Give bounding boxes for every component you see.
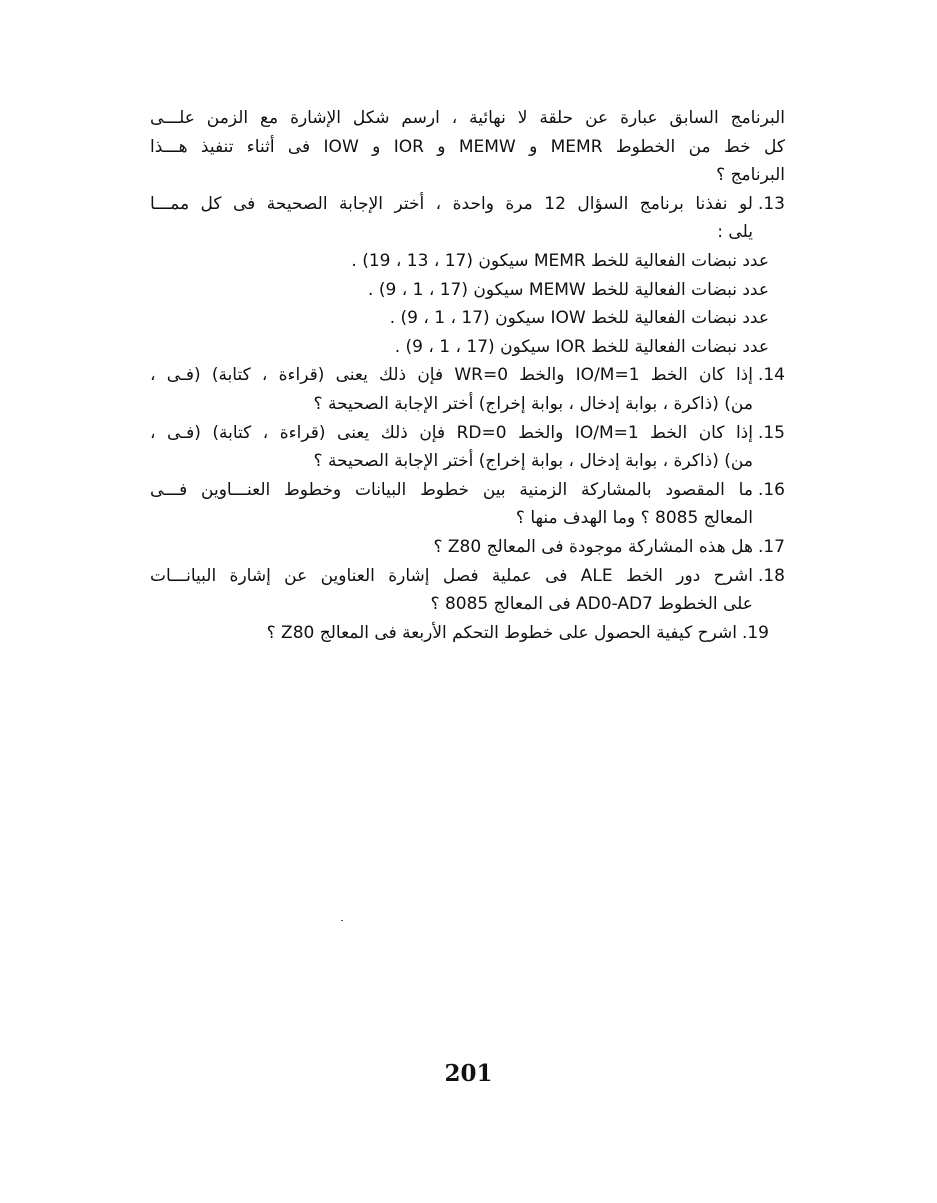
question-text-line-1: اشرح كيفية الحصول على خطوط التحكم الأربعة فى المعالج Z80 ؟	[266, 622, 737, 643]
intro-paragraph	[150, 104, 785, 190]
question-text-line-2: من) (ذاكرة ، بوابة إدخال ، بوابة إخراج) أختر الإجابة الصحيحة ؟	[313, 393, 753, 414]
question-13	[150, 190, 785, 247]
question-number: 18.	[757, 565, 785, 586]
question-number: 15.	[757, 422, 785, 443]
question-number: 14.	[757, 365, 785, 386]
question-text-line-2: المعالج 8085 ؟ وما الهدف منها ؟	[515, 508, 753, 529]
intro-line-1: البرنامج السابق عبارة عن حلقة لا نهائية ، ارسم شكل الإشارة مع الزمن علـــى	[150, 108, 785, 128]
question-text-line-1: هل هذه المشاركة موجودة فى المعالج Z80 ؟	[433, 536, 753, 557]
question-14	[150, 361, 785, 418]
choice-ior: عدد نبضات الفعالية للخط IOR سيكون (17 ، 1 ، 9) .	[394, 336, 769, 357]
question-text-line-1: إذا كان الخط IO/M=1 والخط WR=0 فإن ذلك يعنى (قراءة ، كتابة) (فـى ،	[150, 365, 753, 386]
scan-speck	[341, 920, 343, 921]
question-number: 19.	[741, 622, 769, 643]
question-19	[150, 619, 785, 648]
question-16	[150, 476, 785, 533]
question-text-line-2: يلى :	[717, 222, 753, 243]
intro-line-3: البرنامج ؟	[716, 165, 785, 186]
choice-memw: عدد نبضات الفعالية للخط MEMW سيكون (17 ، 1 ، 9) .	[368, 279, 769, 300]
question-number: 13.	[757, 193, 785, 214]
question-text-line-2: على الخطوط AD0-AD7 فى المعالج 8085 ؟	[430, 594, 753, 615]
page-number: 201	[444, 1060, 493, 1087]
question-18	[150, 562, 785, 619]
question-text-line-1: لو نفذنا برنامج السؤال 12 مرة واحدة ، أختر الإجابة الصحيحة فى كل ممـــا	[150, 193, 753, 214]
choice-iow: عدد نبضات الفعالية للخط IOW سيكون (17 ، 1 ، 9) .	[389, 308, 769, 329]
question-13-choices	[150, 247, 785, 361]
question-text-line-1: اشرح دور الخط ALE فى عملية فصل إشارة العناوين عن إشارة البيانـــات	[150, 565, 753, 586]
question-text-line-1: ما المقصود بالمشاركة الزمنية بين خطوط البيانات وخطوط العنـــاوين فـــى	[150, 479, 753, 500]
question-17	[150, 533, 785, 562]
choice-memr: عدد نبضات الفعالية للخط MEMR سيكون (17 ، 13 ، 19) .	[351, 250, 769, 271]
question-number: 16.	[757, 479, 785, 500]
intro-line-2: كل خط من الخطوط MEMR و MEMW و IOR و IOW فى أثناء تنفيذ هـــذا	[150, 136, 785, 157]
question-number: 17.	[757, 536, 785, 557]
page-content	[150, 104, 785, 647]
question-15	[150, 419, 785, 476]
question-text-line-1: إذا كان الخط IO/M=1 والخط RD=0 فإن ذلك يعنى (قراءة ، كتابة) (فـى ،	[150, 422, 753, 443]
question-text-line-2: من) (ذاكرة ، بوابة إدخال ، بوابة إخراج) أختر الإجابة الصحيحة ؟	[313, 451, 753, 472]
